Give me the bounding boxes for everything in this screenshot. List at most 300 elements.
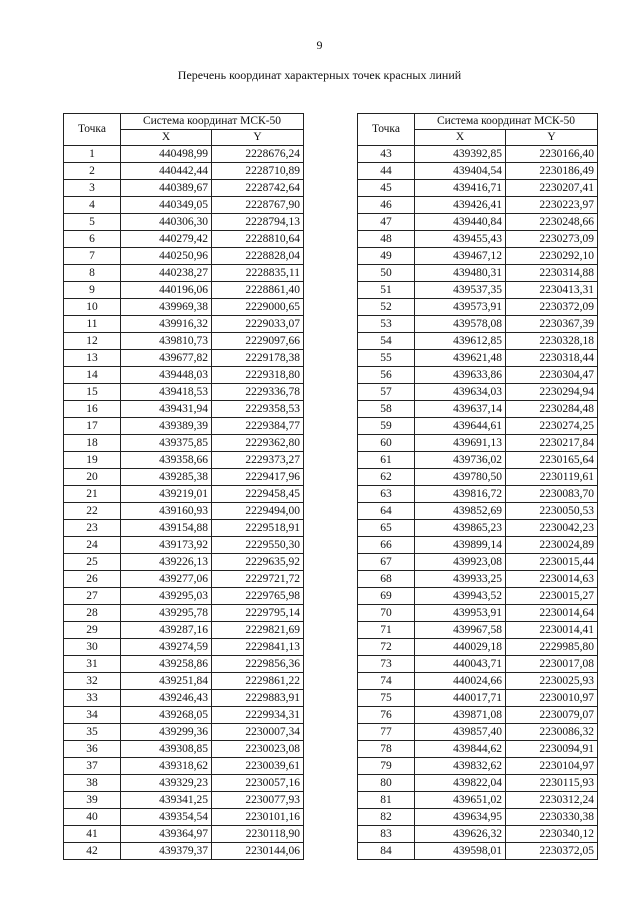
y-coordinate: 2230083,70 (506, 486, 598, 503)
x-coordinate: 439633,86 (415, 367, 506, 384)
point-number: 40 (64, 809, 121, 826)
x-coordinate: 439537,35 (415, 282, 506, 299)
x-coordinate: 439246,43 (121, 690, 212, 707)
point-number: 9 (64, 282, 121, 299)
coordinates-body-right (358, 146, 598, 860)
y-coordinate: 2230284,48 (506, 401, 598, 418)
x-coordinate: 439358,66 (121, 452, 212, 469)
x-coordinate: 439251,84 (121, 673, 212, 690)
x-coordinate: 439448,03 (121, 367, 212, 384)
y-coordinate: 2230413,31 (506, 282, 598, 299)
table-row (358, 605, 598, 622)
point-number: 2 (64, 163, 121, 180)
table-row (64, 435, 304, 452)
point-number: 76 (358, 707, 415, 724)
point-number: 43 (358, 146, 415, 163)
y-coordinate: 2229721,72 (212, 571, 304, 588)
y-coordinate: 2230115,93 (506, 775, 598, 792)
table-row (358, 758, 598, 775)
y-coordinate: 2228676,24 (212, 146, 304, 163)
table-row (358, 707, 598, 724)
table-row (358, 826, 598, 843)
point-number: 21 (64, 486, 121, 503)
point-number: 46 (358, 197, 415, 214)
point-number: 41 (64, 826, 121, 843)
y-coordinate: 2230207,41 (506, 180, 598, 197)
table-row (64, 537, 304, 554)
table-row (358, 197, 598, 214)
y-coordinate: 2230273,09 (506, 231, 598, 248)
point-number: 38 (64, 775, 121, 792)
table-row (64, 367, 304, 384)
x-coordinate: 439173,92 (121, 537, 212, 554)
table-row (358, 384, 598, 401)
point-number: 51 (358, 282, 415, 299)
table-row (64, 401, 304, 418)
table-row (358, 333, 598, 350)
point-number: 33 (64, 690, 121, 707)
point-number: 22 (64, 503, 121, 520)
y-coordinate: 2230015,44 (506, 554, 598, 571)
header-coordinate-system: Система координат МСК-50 (415, 114, 598, 130)
x-coordinate: 440250,96 (121, 248, 212, 265)
x-coordinate: 439467,12 (415, 248, 506, 265)
table-row (64, 452, 304, 469)
x-coordinate: 440024,66 (415, 673, 506, 690)
x-coordinate: 439299,36 (121, 724, 212, 741)
point-number: 19 (64, 452, 121, 469)
table-row (64, 333, 304, 350)
x-coordinate: 440043,71 (415, 656, 506, 673)
point-number: 39 (64, 792, 121, 809)
x-coordinate: 439392,85 (415, 146, 506, 163)
y-coordinate: 2230312,24 (506, 792, 598, 809)
table-row (358, 486, 598, 503)
table-row (64, 639, 304, 656)
point-number: 11 (64, 316, 121, 333)
point-number: 37 (64, 758, 121, 775)
x-coordinate: 439287,16 (121, 622, 212, 639)
table-row (358, 367, 598, 384)
point-number: 57 (358, 384, 415, 401)
x-coordinate: 439832,62 (415, 758, 506, 775)
x-coordinate: 439573,91 (415, 299, 506, 316)
x-coordinate: 439637,14 (415, 401, 506, 418)
y-coordinate: 2229518,91 (212, 520, 304, 537)
x-coordinate: 439375,85 (121, 435, 212, 452)
x-coordinate: 440029,18 (415, 639, 506, 656)
point-number: 81 (358, 792, 415, 809)
point-number: 68 (358, 571, 415, 588)
x-coordinate: 440442,44 (121, 163, 212, 180)
y-coordinate: 2229033,07 (212, 316, 304, 333)
y-coordinate: 2229384,77 (212, 418, 304, 435)
point-number: 7 (64, 248, 121, 265)
y-coordinate: 2230367,39 (506, 316, 598, 333)
x-coordinate: 440238,27 (121, 265, 212, 282)
coordinates-table-right (357, 113, 598, 860)
y-coordinate: 2230042,23 (506, 520, 598, 537)
y-coordinate: 2230014,41 (506, 622, 598, 639)
y-coordinate: 2230372,09 (506, 299, 598, 316)
point-number: 71 (358, 622, 415, 639)
point-number: 30 (64, 639, 121, 656)
y-coordinate: 2229821,69 (212, 622, 304, 639)
point-number: 27 (64, 588, 121, 605)
point-number: 29 (64, 622, 121, 639)
y-coordinate: 2229765,98 (212, 588, 304, 605)
header-point: Точка (358, 114, 415, 146)
table-row (64, 282, 304, 299)
table-row (64, 724, 304, 741)
table-row (358, 401, 598, 418)
point-number: 60 (358, 435, 415, 452)
table-row (358, 571, 598, 588)
table-row (64, 503, 304, 520)
x-coordinate: 439871,08 (415, 707, 506, 724)
table-row (64, 520, 304, 537)
header-y: Y (212, 130, 304, 146)
x-coordinate: 439219,01 (121, 486, 212, 503)
table-row (64, 486, 304, 503)
x-coordinate: 439967,58 (415, 622, 506, 639)
page-number: 9 (316, 38, 323, 52)
table-row (64, 809, 304, 826)
point-number: 80 (358, 775, 415, 792)
x-coordinate: 440498,99 (121, 146, 212, 163)
point-number: 53 (358, 316, 415, 333)
x-coordinate: 440279,42 (121, 231, 212, 248)
y-coordinate: 2230017,08 (506, 656, 598, 673)
table-row (64, 775, 304, 792)
point-number: 65 (358, 520, 415, 537)
table-row (358, 622, 598, 639)
y-coordinate: 2230023,08 (212, 741, 304, 758)
y-coordinate: 2228710,89 (212, 163, 304, 180)
coordinates-body-left (64, 146, 304, 860)
table-row (64, 571, 304, 588)
x-coordinate: 439923,08 (415, 554, 506, 571)
point-number: 77 (358, 724, 415, 741)
x-coordinate: 439285,38 (121, 469, 212, 486)
x-coordinate: 439308,85 (121, 741, 212, 758)
y-coordinate: 2230248,66 (506, 214, 598, 231)
table-row (64, 248, 304, 265)
header-x: X (121, 130, 212, 146)
table-row (358, 537, 598, 554)
table-row (64, 418, 304, 435)
y-coordinate: 2230223,97 (506, 197, 598, 214)
y-coordinate: 2229458,45 (212, 486, 304, 503)
point-number: 28 (64, 605, 121, 622)
y-coordinate: 2230086,32 (506, 724, 598, 741)
point-number: 36 (64, 741, 121, 758)
table-row (358, 690, 598, 707)
table-row (64, 758, 304, 775)
table-row (358, 469, 598, 486)
x-coordinate: 439404,54 (415, 163, 506, 180)
x-coordinate: 439226,13 (121, 554, 212, 571)
y-coordinate: 2230330,38 (506, 809, 598, 826)
table-row (64, 588, 304, 605)
table-row (64, 214, 304, 231)
y-coordinate: 2229985,80 (506, 639, 598, 656)
x-coordinate: 439480,31 (415, 265, 506, 282)
x-coordinate: 439277,06 (121, 571, 212, 588)
table-row (64, 384, 304, 401)
y-coordinate: 2229550,30 (212, 537, 304, 554)
y-coordinate: 2228767,90 (212, 197, 304, 214)
point-number: 16 (64, 401, 121, 418)
table-row (64, 197, 304, 214)
table-row (358, 231, 598, 248)
table-row (64, 299, 304, 316)
table-row (358, 673, 598, 690)
table-row (358, 418, 598, 435)
table-row (358, 282, 598, 299)
x-coordinate: 439416,71 (415, 180, 506, 197)
point-number: 26 (64, 571, 121, 588)
header-coordinate-system: Система координат МСК-50 (121, 114, 304, 130)
point-number: 1 (64, 146, 121, 163)
x-coordinate: 439691,13 (415, 435, 506, 452)
table-row (64, 180, 304, 197)
y-coordinate: 2230314,88 (506, 265, 598, 282)
table-row (64, 554, 304, 571)
y-coordinate: 2230025,93 (506, 673, 598, 690)
point-number: 24 (64, 537, 121, 554)
x-coordinate: 439621,48 (415, 350, 506, 367)
y-coordinate: 2230024,89 (506, 537, 598, 554)
table-row (64, 146, 304, 163)
y-coordinate: 2230104,97 (506, 758, 598, 775)
y-coordinate: 2230079,07 (506, 707, 598, 724)
table-row (358, 180, 598, 197)
y-coordinate: 2230014,63 (506, 571, 598, 588)
point-number: 82 (358, 809, 415, 826)
x-coordinate: 439822,04 (415, 775, 506, 792)
point-number: 63 (358, 486, 415, 503)
point-number: 3 (64, 180, 121, 197)
x-coordinate: 439341,25 (121, 792, 212, 809)
point-number: 45 (358, 180, 415, 197)
y-coordinate: 2230077,93 (212, 792, 304, 809)
y-coordinate: 2229841,13 (212, 639, 304, 656)
point-number: 47 (358, 214, 415, 231)
table-row (358, 792, 598, 809)
point-number: 70 (358, 605, 415, 622)
x-coordinate: 439274,59 (121, 639, 212, 656)
point-number: 49 (358, 248, 415, 265)
point-number: 23 (64, 520, 121, 537)
table-row (358, 214, 598, 231)
table-row (64, 605, 304, 622)
y-coordinate: 2228810,64 (212, 231, 304, 248)
header-x: X (415, 130, 506, 146)
point-number: 79 (358, 758, 415, 775)
point-number: 61 (358, 452, 415, 469)
x-coordinate: 439816,72 (415, 486, 506, 503)
x-coordinate: 440306,30 (121, 214, 212, 231)
table-row (64, 843, 304, 860)
x-coordinate: 439578,08 (415, 316, 506, 333)
x-coordinate: 439634,95 (415, 809, 506, 826)
table-row (64, 792, 304, 809)
table-row (358, 316, 598, 333)
x-coordinate: 439634,03 (415, 384, 506, 401)
point-number: 31 (64, 656, 121, 673)
y-coordinate: 2230144,06 (212, 843, 304, 860)
x-coordinate: 439389,39 (121, 418, 212, 435)
y-coordinate: 2229417,96 (212, 469, 304, 486)
header-point: Точка (64, 114, 121, 146)
y-coordinate: 2230010,97 (506, 690, 598, 707)
table-row (358, 809, 598, 826)
x-coordinate: 439295,78 (121, 605, 212, 622)
y-coordinate: 2229934,31 (212, 707, 304, 724)
x-coordinate: 439598,01 (415, 843, 506, 860)
x-coordinate: 439736,02 (415, 452, 506, 469)
y-coordinate: 2230165,64 (506, 452, 598, 469)
y-coordinate: 2230166,40 (506, 146, 598, 163)
point-number: 15 (64, 384, 121, 401)
y-coordinate: 2229178,38 (212, 350, 304, 367)
x-coordinate: 439651,02 (415, 792, 506, 809)
table-row (64, 707, 304, 724)
y-coordinate: 2230118,90 (212, 826, 304, 843)
x-coordinate: 439943,52 (415, 588, 506, 605)
table-row (358, 741, 598, 758)
y-coordinate: 2229362,80 (212, 435, 304, 452)
point-number: 52 (358, 299, 415, 316)
x-coordinate: 440017,71 (415, 690, 506, 707)
point-number: 64 (358, 503, 415, 520)
table-row (358, 588, 598, 605)
y-coordinate: 2229373,27 (212, 452, 304, 469)
y-coordinate: 2229635,92 (212, 554, 304, 571)
x-coordinate: 439440,84 (415, 214, 506, 231)
point-number: 35 (64, 724, 121, 741)
table-row (358, 299, 598, 316)
point-number: 44 (358, 163, 415, 180)
y-coordinate: 2230340,12 (506, 826, 598, 843)
point-number: 83 (358, 826, 415, 843)
x-coordinate: 439160,93 (121, 503, 212, 520)
point-number: 54 (358, 333, 415, 350)
y-coordinate: 2230007,34 (212, 724, 304, 741)
y-coordinate: 2229097,66 (212, 333, 304, 350)
y-coordinate: 2230186,49 (506, 163, 598, 180)
x-coordinate: 439844,62 (415, 741, 506, 758)
table-row (64, 673, 304, 690)
point-number: 4 (64, 197, 121, 214)
x-coordinate: 439418,53 (121, 384, 212, 401)
table-row (64, 265, 304, 282)
table-row (358, 775, 598, 792)
point-number: 59 (358, 418, 415, 435)
y-coordinate: 2230050,53 (506, 503, 598, 520)
point-number: 13 (64, 350, 121, 367)
y-coordinate: 2229336,78 (212, 384, 304, 401)
table-row (358, 520, 598, 537)
x-coordinate: 439969,38 (121, 299, 212, 316)
table-row (64, 656, 304, 673)
x-coordinate: 439626,32 (415, 826, 506, 843)
point-number: 72 (358, 639, 415, 656)
y-coordinate: 2230294,94 (506, 384, 598, 401)
x-coordinate: 439933,25 (415, 571, 506, 588)
table-row (358, 503, 598, 520)
x-coordinate: 439899,14 (415, 537, 506, 554)
x-coordinate: 439318,62 (121, 758, 212, 775)
x-coordinate: 439810,73 (121, 333, 212, 350)
point-number: 67 (358, 554, 415, 571)
point-number: 74 (358, 673, 415, 690)
x-coordinate: 439431,94 (121, 401, 212, 418)
y-coordinate: 2228835,11 (212, 265, 304, 282)
x-coordinate: 440196,06 (121, 282, 212, 299)
y-coordinate: 2230057,16 (212, 775, 304, 792)
y-coordinate: 2230094,91 (506, 741, 598, 758)
y-coordinate: 2229494,00 (212, 503, 304, 520)
point-number: 14 (64, 367, 121, 384)
x-coordinate: 439426,41 (415, 197, 506, 214)
y-coordinate: 2230328,18 (506, 333, 598, 350)
point-number: 69 (358, 588, 415, 605)
x-coordinate: 439857,40 (415, 724, 506, 741)
point-number: 12 (64, 333, 121, 350)
y-coordinate: 2229856,36 (212, 656, 304, 673)
table-row (358, 554, 598, 571)
y-coordinate: 2228861,40 (212, 282, 304, 299)
y-coordinate: 2228794,13 (212, 214, 304, 231)
table-row (358, 146, 598, 163)
x-coordinate: 439354,54 (121, 809, 212, 826)
table-row (64, 163, 304, 180)
point-number: 34 (64, 707, 121, 724)
point-number: 78 (358, 741, 415, 758)
x-coordinate: 439329,23 (121, 775, 212, 792)
y-coordinate: 2230015,27 (506, 588, 598, 605)
point-number: 75 (358, 690, 415, 707)
y-coordinate: 2229795,14 (212, 605, 304, 622)
x-coordinate: 439295,03 (121, 588, 212, 605)
y-coordinate: 2230292,10 (506, 248, 598, 265)
table-row (358, 639, 598, 656)
coordinates-table-left (63, 113, 304, 860)
point-number: 8 (64, 265, 121, 282)
x-coordinate: 439916,32 (121, 316, 212, 333)
point-number: 18 (64, 435, 121, 452)
x-coordinate: 439379,37 (121, 843, 212, 860)
point-number: 56 (358, 367, 415, 384)
table-row (64, 690, 304, 707)
table-row (64, 622, 304, 639)
point-number: 17 (64, 418, 121, 435)
y-coordinate: 2228742,64 (212, 180, 304, 197)
x-coordinate: 439268,05 (121, 707, 212, 724)
y-coordinate: 2230304,47 (506, 367, 598, 384)
point-number: 58 (358, 401, 415, 418)
header-y: Y (506, 130, 598, 146)
table-row (358, 163, 598, 180)
x-coordinate: 440349,05 (121, 197, 212, 214)
table-row (358, 656, 598, 673)
x-coordinate: 439258,86 (121, 656, 212, 673)
x-coordinate: 439612,85 (415, 333, 506, 350)
table-row (64, 231, 304, 248)
table-row (358, 724, 598, 741)
